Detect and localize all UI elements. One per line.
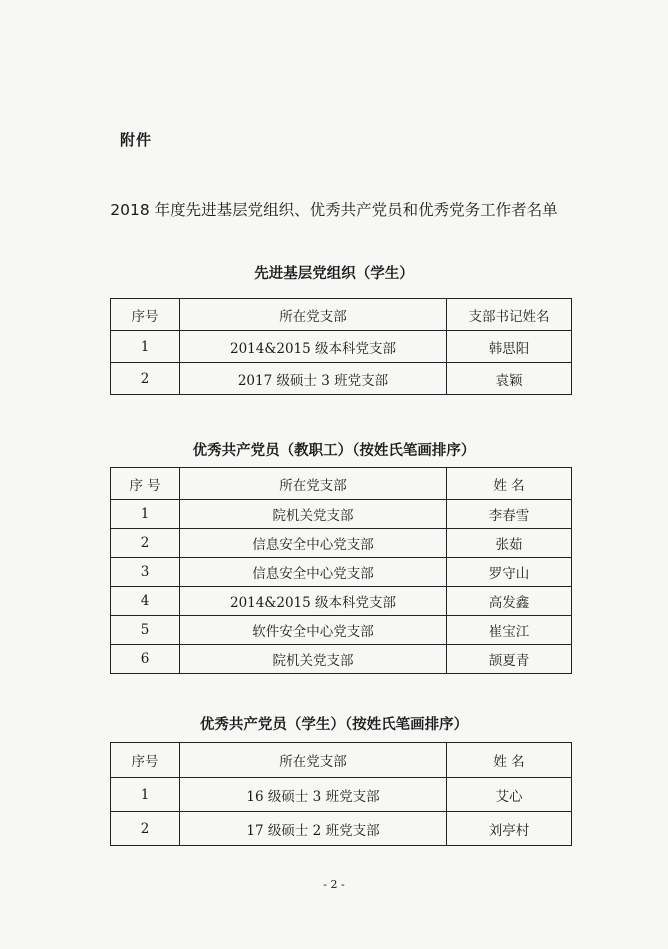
section-title-outstanding-staff: 优秀共产党员（教职工）（按姓氏笔画排序） — [192, 443, 476, 459]
cell-index: 6 — [111, 645, 180, 674]
cell-index: 1 — [111, 778, 180, 812]
cell-branch: 信息安全中心党支部 — [180, 558, 447, 587]
table-row — [111, 500, 572, 529]
cell-index: 4 — [111, 587, 180, 616]
cell-branch: 信息安全中心党支部 — [180, 529, 447, 558]
document-title: 2018 年度先进基层党组织、优秀共产党员和优秀党务工作者名单 — [110, 201, 558, 219]
table-header-row — [111, 299, 572, 331]
table-row — [111, 529, 572, 558]
cell-index: 2 — [111, 812, 180, 846]
table-header-row — [111, 468, 572, 500]
cell-index: 3 — [111, 558, 180, 587]
header-index: 序号 — [111, 299, 180, 331]
table-row — [111, 363, 572, 395]
header-branch: 所在党支部 — [180, 468, 447, 500]
page-number: - 2 - — [323, 878, 345, 891]
cell-name: 李春雪 — [447, 500, 572, 529]
header-name: 姓 名 — [447, 468, 572, 500]
table-advanced-org — [110, 298, 572, 395]
cell-name: 罗守山 — [447, 558, 572, 587]
cell-branch: 17 级硕士 2 班党支部 — [180, 812, 447, 846]
table-outstanding-staff — [110, 467, 572, 674]
header-index: 序号 — [111, 743, 180, 778]
cell-branch: 2014&2015 级本科党支部 — [180, 331, 447, 363]
cell-branch: 院机关党支部 — [180, 500, 447, 529]
cell-name: 刘亭村 — [447, 812, 572, 846]
cell-name: 高发鑫 — [447, 587, 572, 616]
header-index: 序 号 — [111, 468, 180, 500]
table-row — [111, 778, 572, 812]
cell-branch: 2014&2015 级本科党支部 — [180, 587, 447, 616]
table-row — [111, 558, 572, 587]
attachment-label: 附件 — [120, 131, 153, 149]
header-branch: 所在党支部 — [180, 743, 447, 778]
header-secretary: 支部书记姓名 — [447, 299, 572, 331]
cell-name: 崔宝江 — [447, 616, 572, 645]
section-title-outstanding-students: 优秀共产党员（学生）（按姓氏笔画排序） — [199, 717, 469, 733]
cell-name: 张茹 — [447, 529, 572, 558]
table-row — [111, 616, 572, 645]
cell-branch: 院机关党支部 — [180, 645, 447, 674]
table-row — [111, 331, 572, 363]
cell-branch: 16 级硕士 3 班党支部 — [180, 778, 447, 812]
cell-name: 艾心 — [447, 778, 572, 812]
cell-index: 5 — [111, 616, 180, 645]
header-branch: 所在党支部 — [180, 299, 447, 331]
table-outstanding-students — [110, 742, 572, 846]
table-row — [111, 587, 572, 616]
cell-index: 1 — [111, 331, 180, 363]
section-title-advanced-org: 先进基层党组织（学生） — [254, 266, 414, 282]
table-row — [111, 812, 572, 846]
cell-name: 韩思阳 — [447, 331, 572, 363]
cell-branch: 软件安全中心党支部 — [180, 616, 447, 645]
cell-name: 袁颖 — [447, 363, 572, 395]
table-row — [111, 645, 572, 674]
header-name: 姓 名 — [447, 743, 572, 778]
cell-index: 1 — [111, 500, 180, 529]
cell-index: 2 — [111, 529, 180, 558]
cell-branch: 2017 级硕士 3 班党支部 — [180, 363, 447, 395]
cell-name: 颉夏青 — [447, 645, 572, 674]
cell-index: 2 — [111, 363, 180, 395]
table-header-row — [111, 743, 572, 778]
